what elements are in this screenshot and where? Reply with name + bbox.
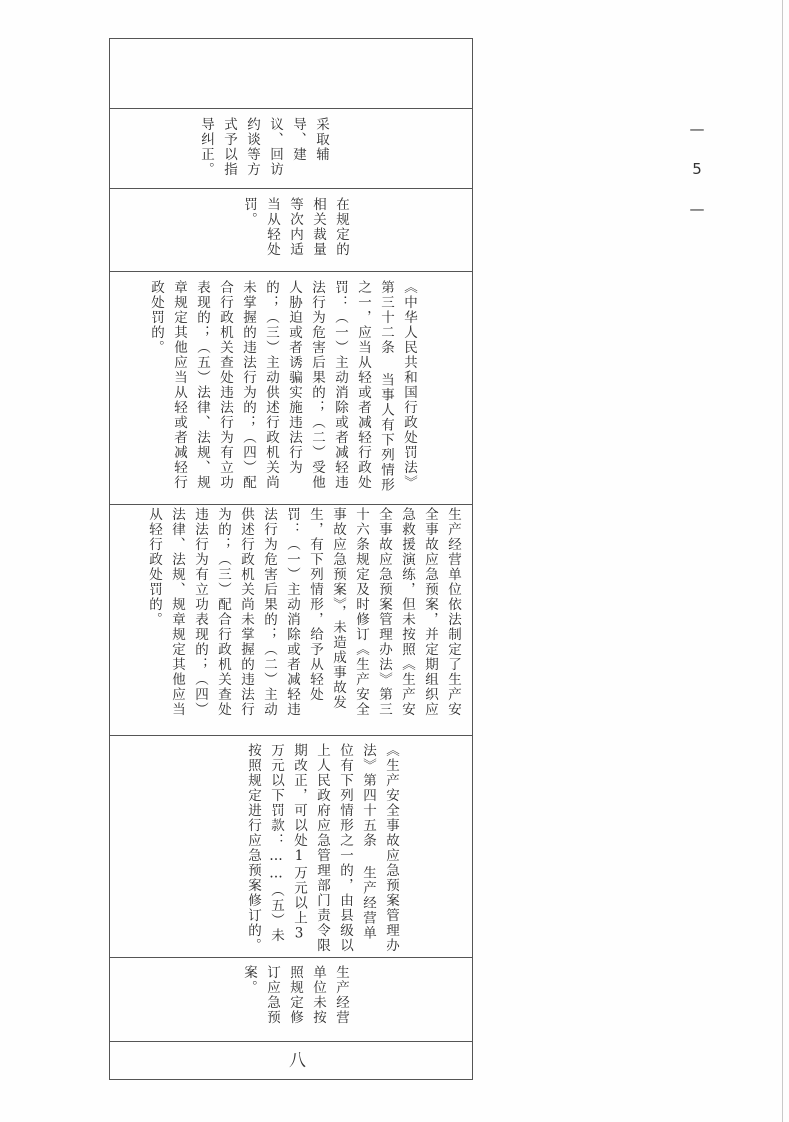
guidance-cell: 采取辅导、建议、回访约谈等方式予以指导纠正。 — [198, 117, 329, 177]
measure-cell: 在规定的相关裁量等次内适当从轻处罚。 — [241, 197, 349, 257]
row-divider — [110, 735, 472, 736]
legal-basis-cell: 《生产安全事故应急预案管理办法》第四十五条 生产经营单位有下列情形之一的，由县级以上人民政府应急管理部门责令限期改正，可以处1万元以上3万元以下罚款：……（五）未按照规定进行应急预案修订的。 — [245, 743, 399, 953]
scan-edge-line — [782, 0, 783, 1122]
row-divider — [110, 271, 472, 272]
violation-cell: 生产经营单位未按照规定修订应急预案。 — [241, 965, 349, 1025]
penalty-table — [109, 38, 473, 1080]
remarks-cell — [122, 43, 462, 103]
circumstances-cell: 生产经营单位依法制定了生产安全事故应急预案，并定期组织应急救援演练，但未按照《生产安全事故应急预案管理办法》第三十六条规定及时修订《生产安全事故应急预案》，未造成事故发生，有下列情形，给予从轻处罚：（一）主动消除或者减轻违法行为危害后果的；（二）主动供述行政机关尚未掌握的违法行为的；（三）配合行政机关查处违法行为有立功表现的；（四）法律、法规、规章规定其他应当从轻行政处罚的。 — [146, 507, 461, 717]
row-number: 八 — [285, 1051, 305, 1068]
row-divider — [110, 108, 472, 109]
row-divider — [110, 1041, 472, 1042]
row-divider — [110, 957, 472, 958]
basis-cell: 《中华人民共和国行政处罚法》第三十二条 当事人有下列情形之一，应当从轻或者减轻行政处罚：（一）主动消除或者减轻违法行为危害后果的；（二）受他人胁迫或者诱骗实施违法行为的；（三）主动供述行政机关尚未掌握的违法行为的；（四）配合行政机关查处违法行为有立功表现的；（五）法律、法规、规章规定其他应当从轻或者减轻行政处罚的。 — [148, 280, 417, 493]
row-divider — [110, 504, 472, 505]
page-number: — 5 — — [688, 120, 706, 220]
row-divider — [110, 188, 472, 189]
